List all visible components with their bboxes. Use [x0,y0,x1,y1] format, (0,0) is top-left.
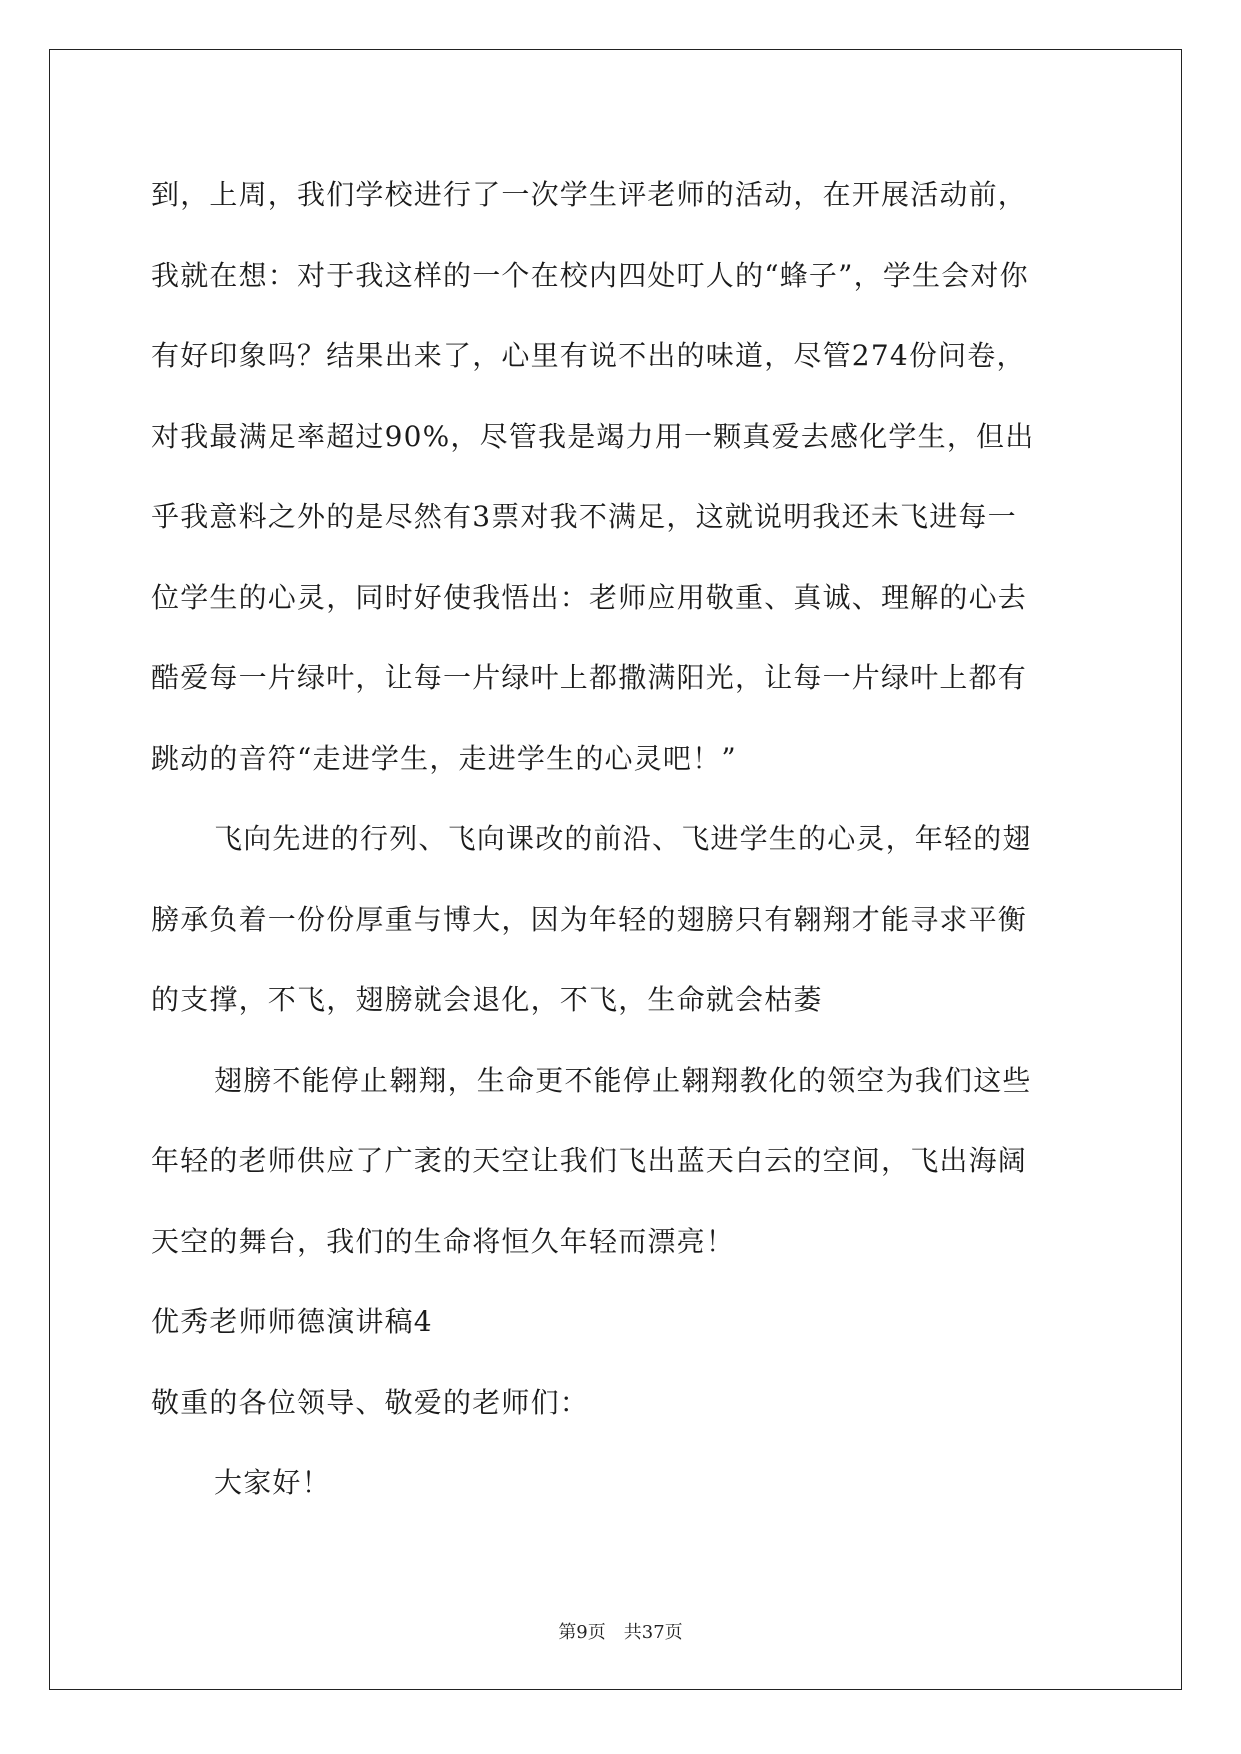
paragraph-line: 跳动的音符“走进学生，走进学生的心灵吧！” [151,741,737,775]
document-body [151,155,1091,1524]
paragraph-line: 酷爱每一片绿叶，让每一片绿叶上都撒满阳光，让每一片绿叶上都有 [151,661,1028,694]
page-number-total: 共37页 [623,1622,683,1643]
section-heading: 优秀老师师德演讲稿4 [151,1305,433,1338]
paragraph-line: 有好印象吗？结果出来了，心里有说不出的味道，尽管274份问卷， [151,339,1026,372]
paragraph-line: 翅膀不能停止翱翔，生命更不能停止翱翔教化的领空为我们这些 [214,1063,1032,1097]
greeting: 大家好！ [214,1466,331,1499]
paragraph-line: 乎我意料之外的是尽然有3票对我不满足，这就说明我还未飞进每一 [151,500,1017,533]
paragraph-line: 对我最满足率超过90%，尽管我是竭力用一颗真爱去感化学生，但出 [151,419,1035,453]
paragraph-line: 位学生的心灵，同时好使我悟出：老师应用敬重、真诚、理解的心去 [151,580,1028,614]
paragraph-line: 到，上周，我们学校进行了一次学生评老师的活动，在开展活动前， [151,178,1028,211]
page-number-current: 第9页 [558,1622,606,1643]
paragraph-line: 我就在想：对于我这样的一个在校内四处叮人的“蜂子”，学生会对你 [151,258,1029,292]
salutation: 敬重的各位领导、敬爱的老师们： [151,1385,590,1419]
paragraph-line: 天空的舞台，我们的生命将恒久年轻而漂亮！ [151,1224,736,1258]
page-footer [0,1618,1241,1644]
paragraph-line: 飞向先进的行列、飞向课改的前沿、飞进学生的心灵，年轻的翅 [214,822,1032,855]
paragraph-line: 膀承负着一份份厚重与博大，因为年轻的翅膀只有翱翔才能寻求平衡 [151,902,1028,936]
paragraph-line: 年轻的老师供应了广袤的天空让我们飞出蓝天白云的空间，飞出海阔 [151,1144,1028,1177]
paragraph-line: 的支撑，不飞，翅膀就会退化，不飞，生命就会枯萎 [151,983,823,1016]
